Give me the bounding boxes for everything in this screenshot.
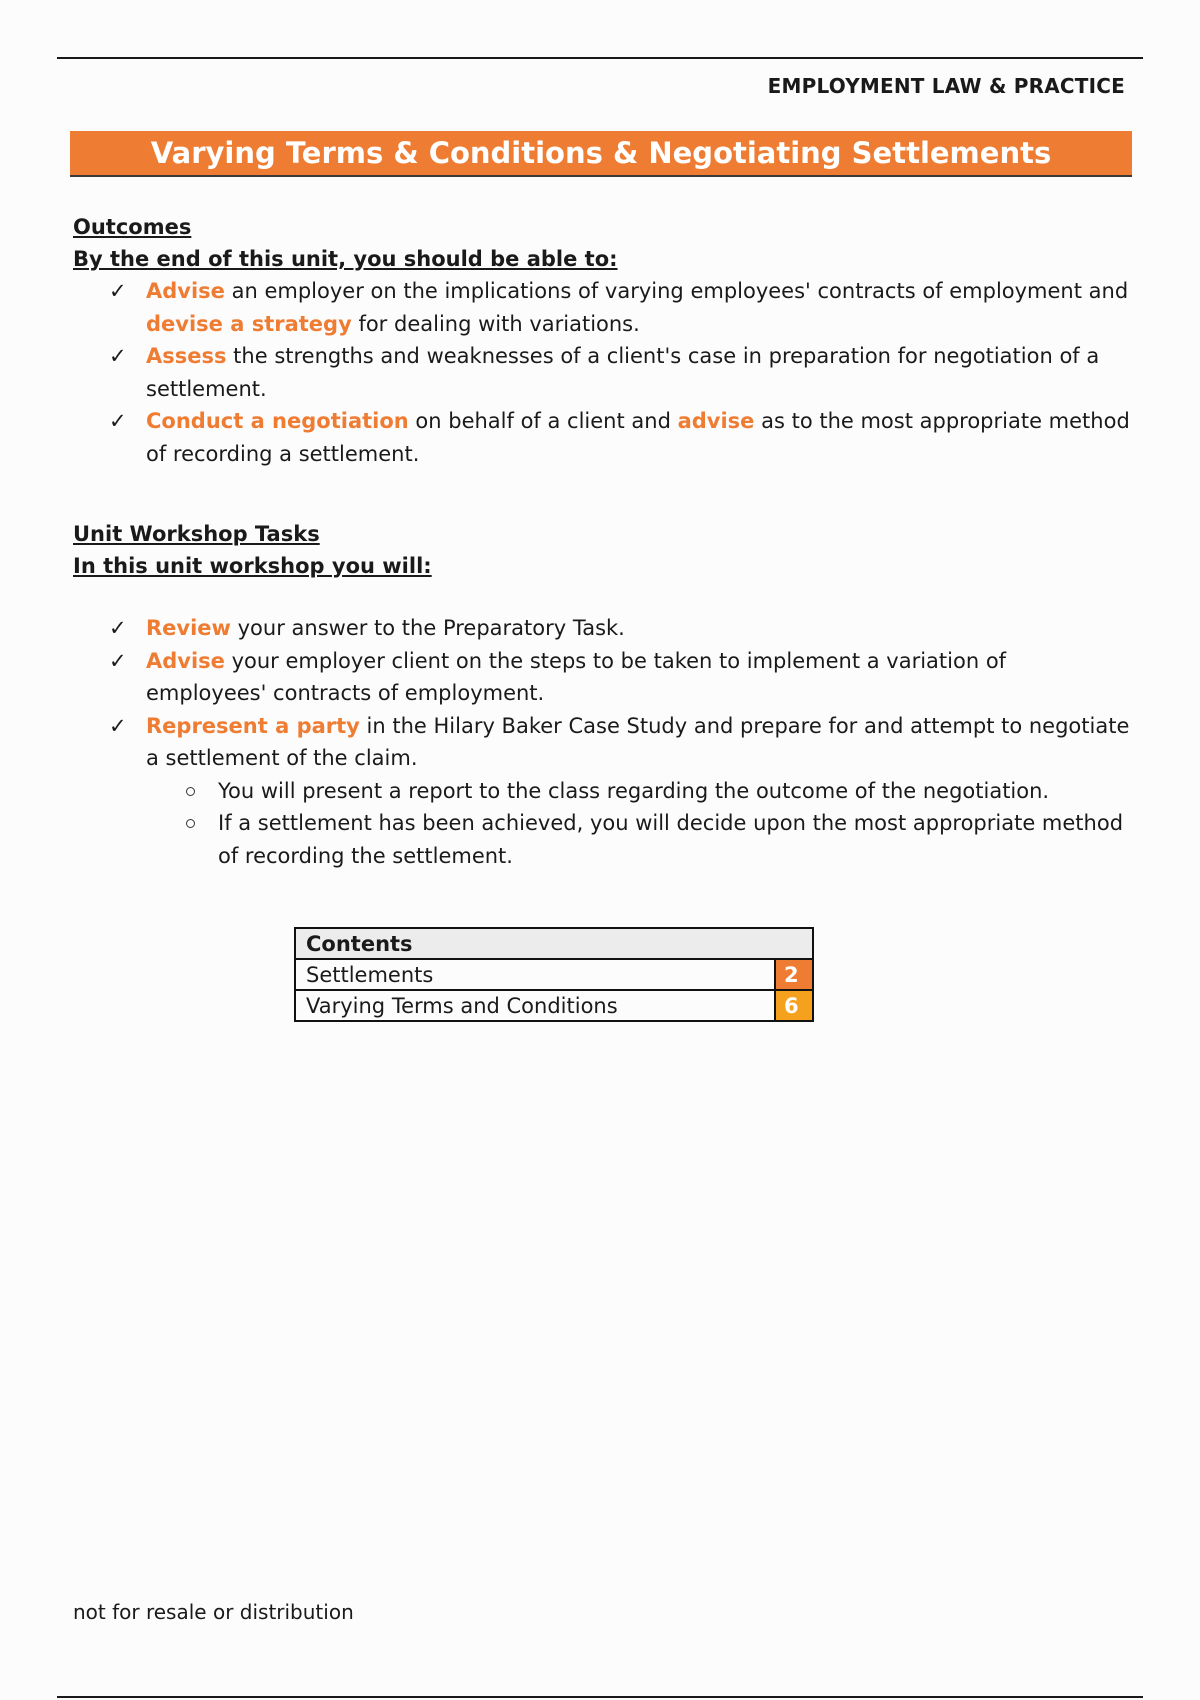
highlight-text: advise: [677, 409, 755, 433]
item-text: You will present a report to the class regarding the outcome of the negotiation.: [218, 778, 1050, 803]
list-item: [73, 275, 1133, 340]
workshop-section: [73, 518, 1133, 872]
page-title: Varying Terms & Conditions & Negotiating Settlements: [70, 131, 1132, 177]
item-text: the strengths and weaknesses of a client's case in preparation for negotiation of a settlement.: [146, 344, 1100, 401]
outcomes-list: [73, 275, 1133, 470]
checkmark-icon: ✓: [109, 409, 127, 433]
table-header-row: [295, 928, 813, 959]
bottom-rule: [57, 1696, 1143, 1698]
list-item: [73, 340, 1133, 405]
contents-label[interactable]: Settlements: [295, 959, 775, 990]
checkmark-icon: ✓: [109, 616, 127, 640]
running-header: EMPLOYMENT LAW & PRACTICE: [767, 74, 1125, 98]
highlight-text: Review: [146, 616, 231, 640]
footer-notice: not for resale or distribution: [73, 1600, 354, 1624]
item-text: your employer client on the steps to be taken to implement a variation of employees' contracts of employment.: [146, 648, 1007, 705]
outcomes-heading: Outcomes: [73, 215, 192, 239]
list-item: [73, 405, 1133, 470]
highlight-text: Advise: [146, 279, 225, 303]
contents-heading: Contents: [295, 928, 813, 959]
item-text: your answer to the Preparatory Task.: [230, 616, 625, 640]
highlight-text: Conduct a negotiation: [146, 409, 409, 433]
highlight-text: Represent a party: [146, 713, 360, 738]
contents-table: [294, 927, 814, 1022]
circle-bullet-icon: [186, 819, 195, 828]
checkmark-icon: ✓: [109, 279, 127, 303]
outcomes-section: [73, 211, 1133, 470]
workshop-intro: In this unit workshop you will:: [73, 554, 432, 578]
list-item: [73, 645, 1133, 710]
contents-label[interactable]: Varying Terms and Conditions: [295, 990, 775, 1021]
item-text: an employer on the implications of varying employees' contracts of employment and: [224, 279, 1129, 303]
highlight-text: devise a strategy: [146, 311, 352, 336]
highlight-text: Assess: [146, 344, 227, 368]
checkmark-icon: ✓: [109, 344, 127, 368]
top-rule: [57, 57, 1143, 59]
list-item: [73, 807, 1133, 872]
contents-page-number[interactable]: 2: [775, 959, 813, 990]
item-text: as to the most appropriate method of recording a settlement.: [146, 409, 1130, 466]
item-text: in the Hilary Baker Case Study and prepare for and attempt to negotiate a settlement of the claim.: [146, 713, 1130, 770]
table-row[interactable]: [295, 959, 813, 990]
item-text: If a settlement has been achieved, you will decide upon the most appropriate method of recording the settlement.: [218, 811, 1124, 868]
list-item: [73, 612, 1133, 645]
workshop-list: [73, 612, 1133, 775]
checkmark-icon: ✓: [109, 648, 127, 673]
contents-page-number[interactable]: 6: [775, 990, 813, 1021]
circle-bullet-icon: [186, 787, 195, 796]
table-row[interactable]: [295, 990, 813, 1021]
workshop-sub-list: [73, 775, 1133, 873]
item-text: on behalf of a client and: [408, 409, 678, 433]
list-item: [73, 710, 1133, 775]
item-text: for dealing with variations.: [351, 311, 640, 336]
list-item: [73, 775, 1133, 808]
highlight-text: Advise: [146, 648, 225, 673]
outcomes-intro: By the end of this unit, you should be able to:: [73, 247, 618, 271]
workshop-heading: Unit Workshop Tasks: [73, 522, 320, 546]
checkmark-icon: ✓: [109, 713, 127, 738]
